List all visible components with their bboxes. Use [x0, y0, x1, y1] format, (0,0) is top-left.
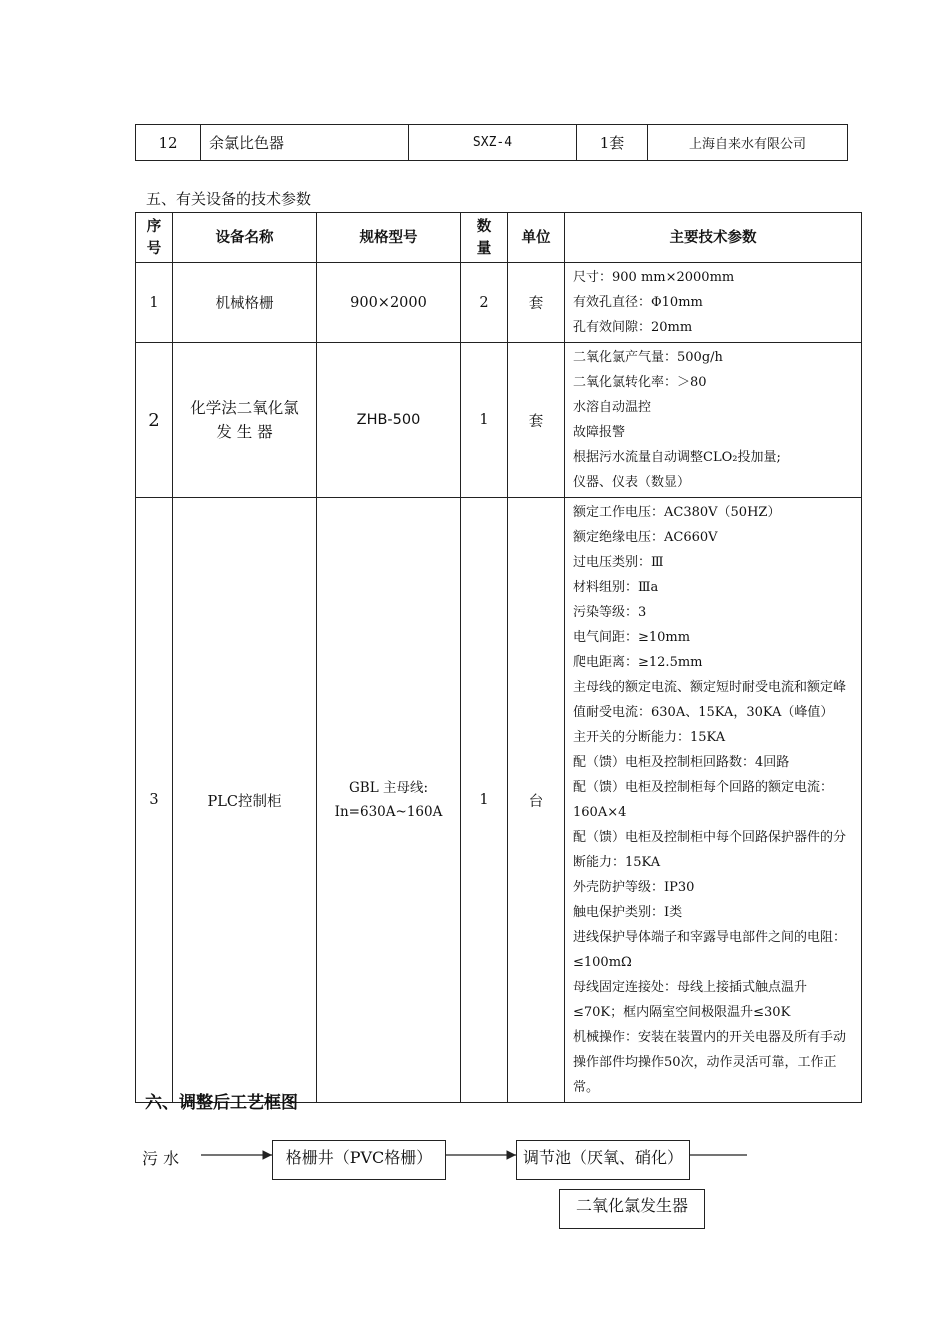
header-unit: 单位	[508, 213, 565, 263]
table-row	[136, 263, 862, 343]
row-unit: 套	[508, 263, 565, 343]
row-model: 900×2000	[317, 263, 461, 343]
table-row	[136, 343, 862, 498]
row-params	[565, 263, 862, 343]
row-qty: 1	[461, 498, 508, 1103]
param-line: 有效孔直径：Φ10mm	[573, 295, 703, 310]
param-line: 材料组别：Ⅲa	[573, 580, 659, 595]
spec-table	[135, 212, 862, 1103]
param-line: 二氧化氯转化率：＞80	[573, 375, 707, 390]
flow-box-screen-well: 格栅井（PVC格栅）	[272, 1140, 446, 1180]
param-line: 根据污水流量自动调整CLO₂投加量;	[573, 450, 781, 465]
param-line: 尺寸：900 mm×2000mm	[573, 270, 735, 285]
param-line: 配（馈）电柜及控制柜每个回路的额定电流：160A×4	[573, 780, 834, 820]
table-row	[136, 125, 848, 161]
row-name: 机械格栅	[173, 263, 317, 343]
header-params: 主要技术参数	[565, 213, 862, 263]
param-line: 孔有效间隙：20mm	[573, 320, 693, 335]
param-line: 触电保护类别：Ⅰ类	[573, 905, 683, 920]
param-line: 故障报警	[573, 425, 626, 440]
header-qty: 数 量	[461, 213, 508, 263]
section6-title: 六、调整后工艺框图	[145, 1093, 298, 1113]
header-model: 规格型号	[317, 213, 461, 263]
row-no: 12	[136, 125, 201, 161]
section5-title: 五、有关设备的技术参数	[146, 190, 312, 208]
param-line: 污染等级：3	[573, 605, 647, 620]
row-qty: 2	[461, 263, 508, 343]
param-line: 母线固定连接处：母线上接插式触点温升≤70K；框内隔室空间极限温升≤30K	[573, 980, 808, 1020]
param-line: 配（馈）电柜及控制柜回路数：4回路	[573, 755, 790, 770]
row-no: 3	[136, 498, 173, 1103]
flow-box-regulating-tank: 调节池（厌氧、硝化）	[516, 1140, 690, 1180]
param-line: 水溶自动温控	[573, 400, 652, 415]
row-unit: 套	[508, 343, 565, 498]
header-name: 设备名称	[173, 213, 317, 263]
header-no: 序 号	[136, 213, 173, 263]
row-name: 余氯比色器	[201, 125, 409, 161]
param-line: 进线保护导体端子和宰露导电部件之间的电阻：≤100mΩ	[573, 930, 847, 970]
table-row	[136, 498, 862, 1103]
param-line: 主母线的额定电流、额定短时耐受电流和额定峰值耐受电流：630A、15KA，30KA（峰值）	[573, 680, 847, 720]
param-line: 主开关的分断能力：15KA	[573, 730, 726, 745]
row-unit: 台	[508, 498, 565, 1103]
row-no: 1	[136, 263, 173, 343]
param-line: 额定绝缘电压：AC660V	[573, 530, 718, 545]
row-qty: 1套	[577, 125, 648, 161]
row-qty: 1	[461, 343, 508, 498]
row-no: 2	[136, 343, 173, 498]
param-line: 二氧化氯产气量：500g/h	[573, 350, 723, 365]
row-model: SXZ-4	[409, 125, 577, 161]
param-line: 配（馈）电柜及控制柜中每个回路保护器件的分断能力：15KA	[573, 830, 847, 870]
param-line: 机械操作：安装在装置内的开关电器及所有手动操作部件均操作50次，动作灵活可靠，工作正常。	[573, 1030, 847, 1095]
row-supplier: 上海自来水有限公司	[648, 125, 848, 161]
row-params	[565, 343, 862, 498]
row-model: ZHB-500	[317, 343, 461, 498]
param-line: 仪器、仪表（数显）	[573, 475, 691, 490]
row-params	[565, 498, 862, 1103]
param-line: 爬电距离：≥12.5mm	[573, 655, 703, 670]
param-line: 额定工作电压：AC380V（50HZ）	[573, 505, 781, 520]
param-line: 电气间距：≥10mm	[573, 630, 691, 645]
row-model: GBL 主母线: In=630A~160A	[317, 498, 461, 1103]
flow-box-chlorine-dioxide-generator: 二氧化氯发生器	[559, 1189, 705, 1229]
param-line: 过电压类别：Ⅲ	[573, 555, 664, 570]
row-name: 化学法二氧化氯 发 生 器	[173, 343, 317, 498]
flow-input-label: 污 水	[142, 1149, 180, 1168]
header-row	[136, 213, 862, 263]
top-equipment-table	[135, 124, 848, 161]
row-name: PLC控制柜	[173, 498, 317, 1103]
param-line: 外壳防护等级：IP30	[573, 880, 695, 895]
